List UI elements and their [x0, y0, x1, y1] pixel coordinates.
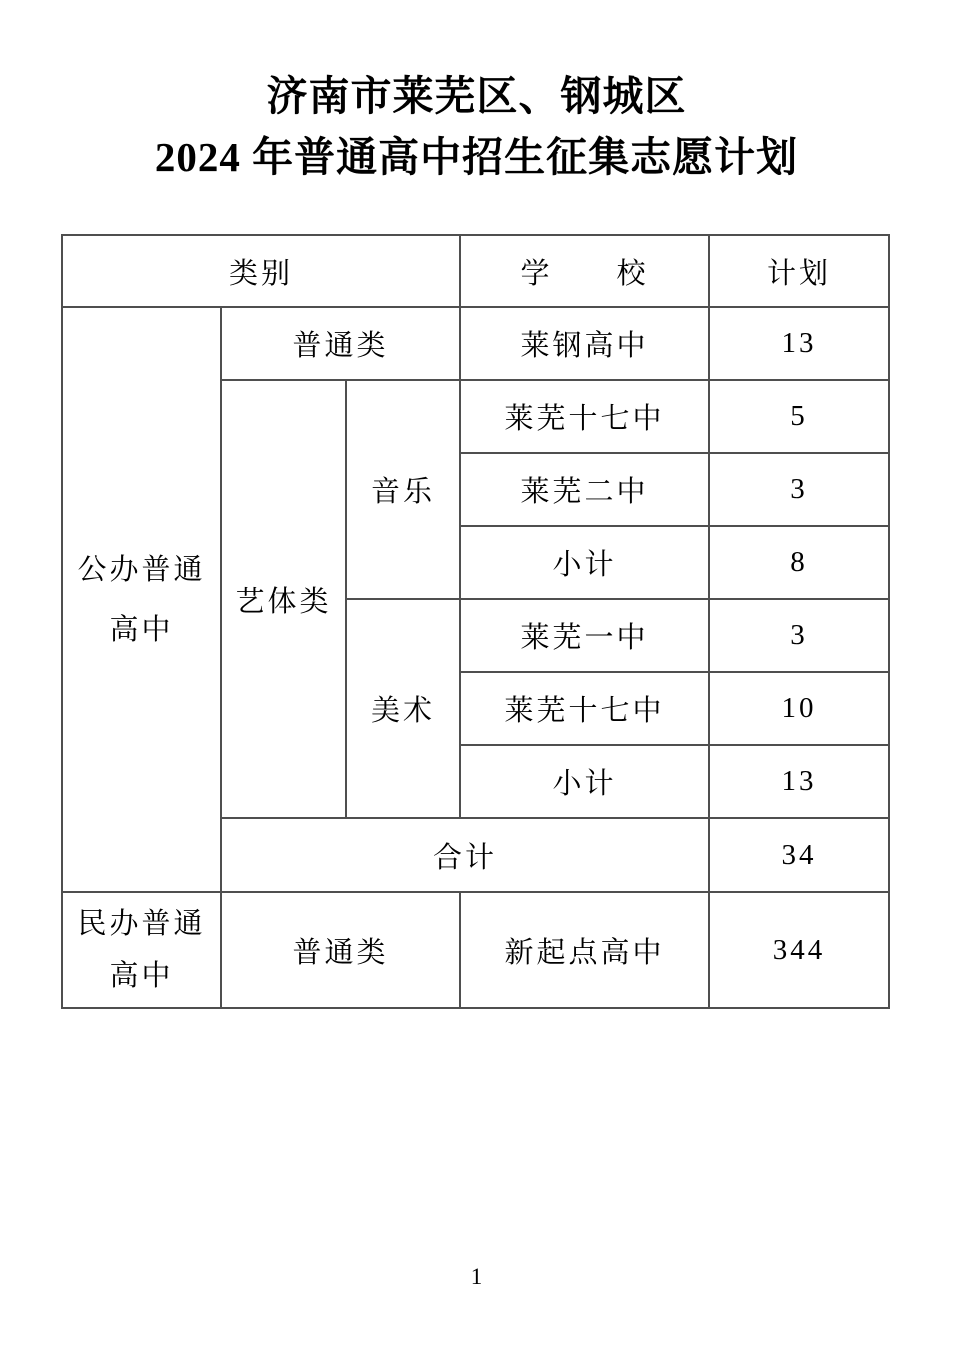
- cell-art-subtotal-label: 小计: [460, 745, 709, 818]
- cell-public-total-plan: 34: [709, 818, 889, 892]
- enrollment-plan-table: [61, 234, 890, 1009]
- cell-music-type: 音乐: [346, 380, 460, 599]
- cell-private-regular-plan: 344: [709, 892, 889, 1008]
- cell-music-subtotal-label: 小计: [460, 526, 709, 599]
- private-category-line-1: 民办普通: [77, 908, 206, 940]
- page-number: 1: [470, 1264, 483, 1289]
- cell-private-category: [62, 892, 221, 1008]
- table-header-row: [62, 235, 889, 307]
- cell-art-plan-2: 10: [709, 672, 889, 745]
- cell-music-plan-1: 5: [709, 380, 889, 453]
- cell-music-school-2: 莱芜二中: [460, 453, 709, 526]
- cell-art-school-2: 莱芜十七中: [460, 672, 709, 745]
- cell-arts-type: 艺体类: [221, 380, 346, 818]
- cell-private-regular-school: 新起点高中: [460, 892, 709, 1008]
- table-row-private-regular: [62, 892, 889, 1008]
- header-plan-cell: 计划: [709, 235, 889, 307]
- cell-fine-art-type: 美术: [346, 599, 460, 818]
- cell-private-regular-type: 普通类: [221, 892, 460, 1008]
- cell-public-category: [62, 307, 221, 892]
- private-category-line-2: 高中: [109, 960, 174, 992]
- table-row-public-regular: [62, 307, 889, 380]
- cell-public-regular-school: 莱钢高中: [460, 307, 709, 380]
- header-school-cell: 学 校: [460, 235, 709, 307]
- cell-art-plan-1: 3: [709, 599, 889, 672]
- cell-public-regular-type: 普通类: [221, 307, 460, 380]
- cell-art-school-1: 莱芜一中: [460, 599, 709, 672]
- cell-music-plan-2: 3: [709, 453, 889, 526]
- title-line-1: 济南市莱芜区、钢城区: [266, 73, 687, 119]
- cell-art-subtotal-plan: 13: [709, 745, 889, 818]
- cell-music-subtotal-plan: 8: [709, 526, 889, 599]
- public-category-line-2: 高中: [109, 613, 174, 646]
- cell-public-regular-plan: 13: [709, 307, 889, 380]
- title-line-2: 2024 年普通高中招生征集志愿计划: [154, 134, 799, 180]
- header-category-cell: 类别: [62, 235, 460, 307]
- public-category-line-1: 公办普通: [77, 553, 206, 586]
- cell-music-school-1: 莱芜十七中: [460, 380, 709, 453]
- document-title: [0, 66, 953, 188]
- cell-public-total-label: 合计: [221, 818, 709, 892]
